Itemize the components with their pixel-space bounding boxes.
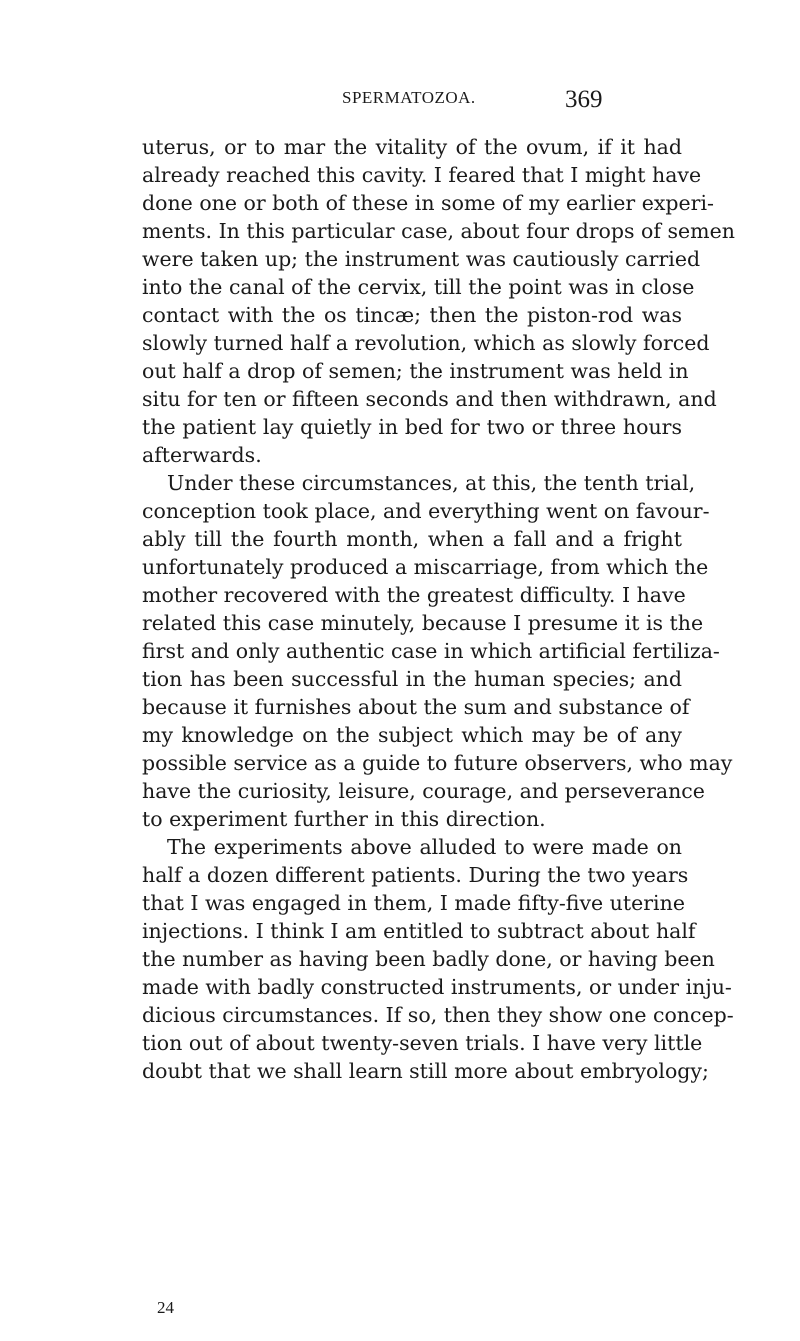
text-line: the number as having been badly done, or having been [142,947,715,971]
text-line: already reached this cavity. I feared that I might have [142,163,702,187]
text-line: mother recovered with the greatest difficulty. I have [142,583,686,607]
text-line: situ for ten or fifteen seconds and then withdrawn, and [142,387,717,411]
running-head: SPERMATOZOA. [342,88,476,107]
text-line: conception took place, and everything went on favour- [142,499,710,523]
text-line: related this case minutely, because I presume it is the [142,611,704,635]
text-line: into the canal of the cervix, till the point was in close [142,275,695,299]
text-line: The experiments above alluded to were made on [167,835,682,859]
text-line: half a dozen different patients. During the two years [142,863,689,887]
text-line: contact with the os tincæ; then the piston-rod was [142,303,682,327]
text-line: have the curiosity, leisure, courage, and perseverance [142,779,705,803]
text-line: because it furnishes about the sum and substance of [142,695,690,719]
text-line: tion has been successful in the human species; and [142,667,682,691]
text-line: injections. I think I am entitled to subtract about half [142,919,696,943]
text-line: that I was engaged in them, I made fifty-five uterine [142,891,685,915]
text-line: were taken up; the instrument was cautiously carried [142,247,701,271]
text-line: to experiment further in this direction. [142,807,546,831]
text-line: done one or both of these in some of my earlier experi- [142,191,714,215]
text-line: first and only authentic case in which artificial fertiliza- [142,639,720,663]
text-line: unfortunately produced a miscarriage, from which the [142,555,709,579]
text-line: possible service as a guide to future observers, who may [142,751,733,775]
text-line: the patient lay quietly in bed for two or three hours [142,415,682,439]
text-line: uterus, or to mar the vitality of the ovum, if it had [142,135,682,159]
text-line: doubt that we shall learn still more about embryology; [142,1059,709,1083]
text-line: slowly turned half a revolution, which as slowly forced [142,331,710,355]
text-line: ably till the fourth month, when a fall and a fright [142,527,682,551]
text-line: ments. In this particular case, about four drops of semen [142,219,735,243]
text-line: Under these circumstances, at this, the tenth trial, [167,471,696,495]
text-line: made with badly constructed instruments, or under inju- [142,975,732,999]
text-line: out half a drop of semen; the instrument was held in [142,359,689,383]
page-number: 369 [565,86,603,113]
text-line: my knowledge on the subject which may be of any [142,723,682,747]
signature-mark: 24 [157,1298,174,1317]
text-line: afterwards. [142,443,262,467]
text-line: tion out of about twenty-seven trials. I have very little [142,1031,703,1055]
text-line: dicious circumstances. If so, then they show one concep- [142,1003,734,1027]
